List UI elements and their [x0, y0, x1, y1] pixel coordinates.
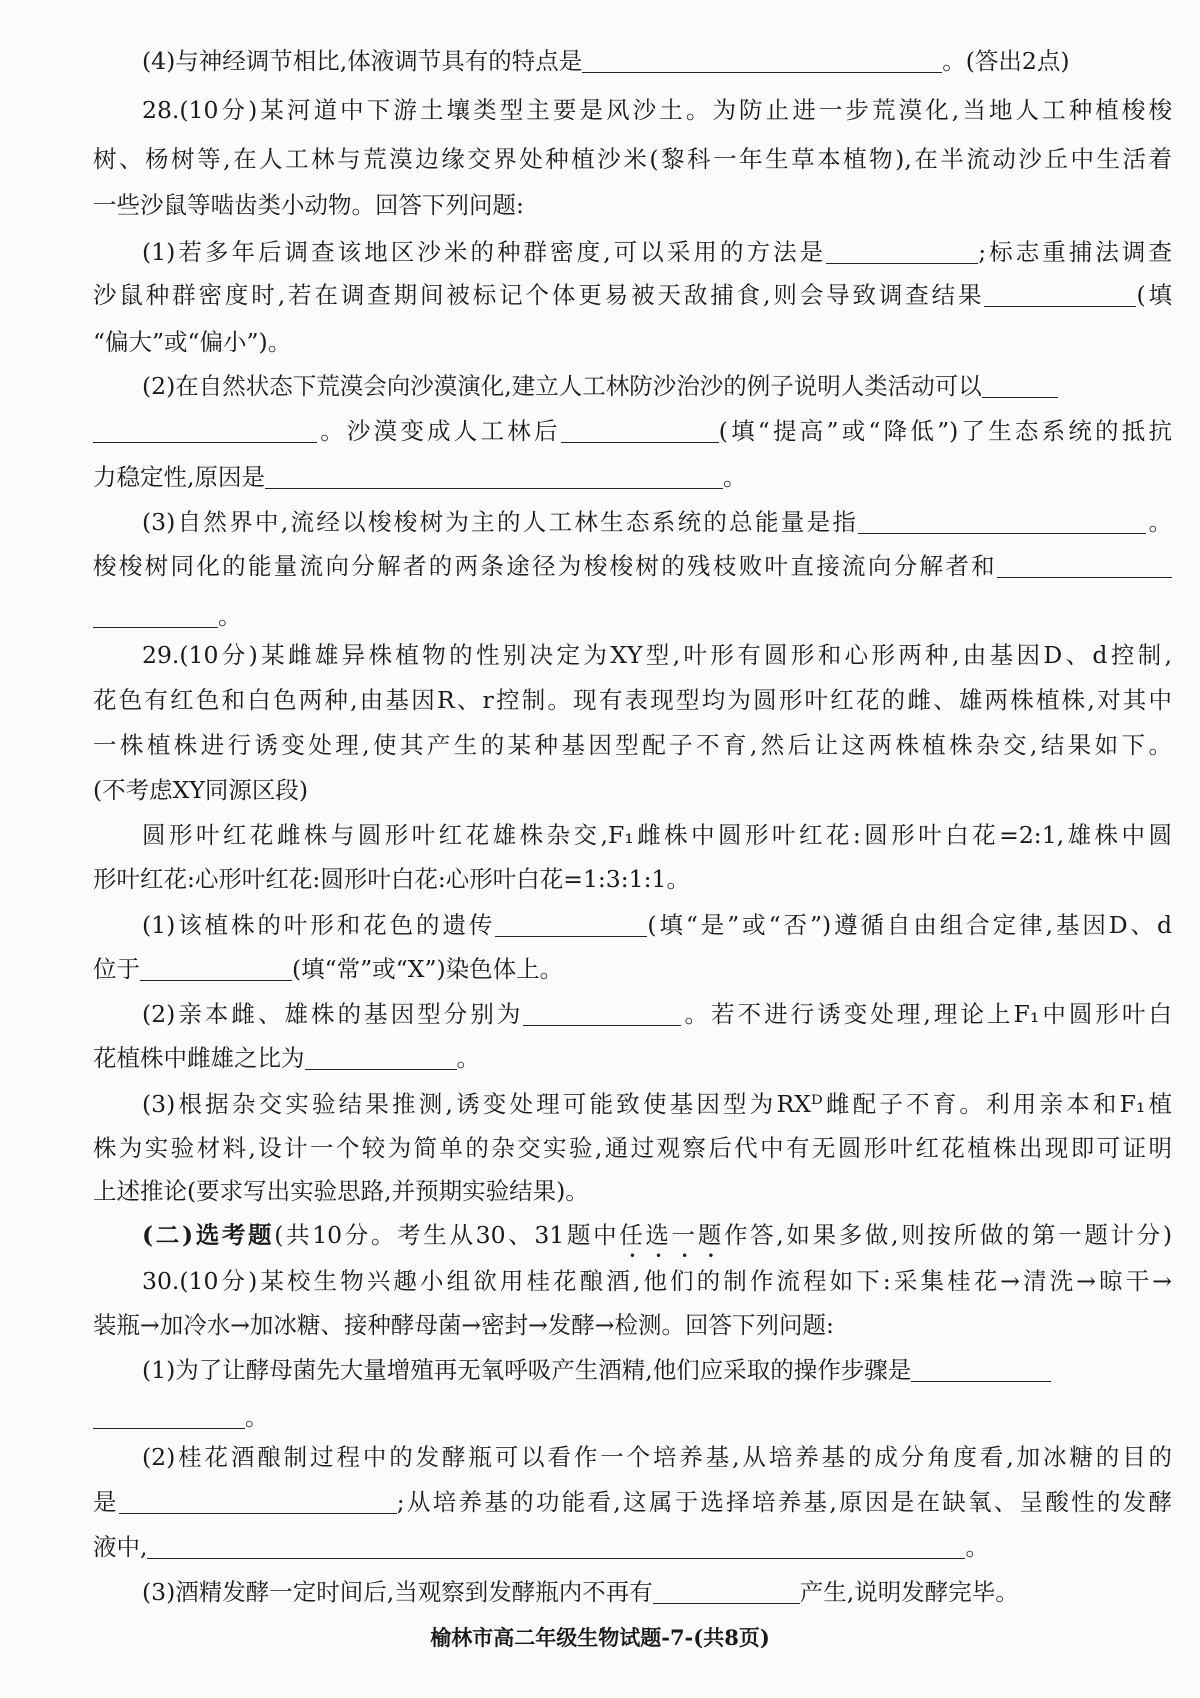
- answer-blank[interactable]: [119, 1491, 397, 1514]
- text-line: [93, 864, 1172, 894]
- line-text: 一些沙鼠等啮齿类小动物。回答下列问题:: [93, 191, 524, 219]
- answer-blank[interactable]: [826, 241, 978, 264]
- line-text: ;标志重捕法调查: [978, 238, 1172, 266]
- text-line: [93, 1043, 1172, 1073]
- line-text: 。: [722, 463, 747, 491]
- line-text: 形叶红花:心形叶红花:圆形叶白花:心形叶白花=1:3:1:1。: [93, 865, 691, 893]
- line-text: 液中,: [93, 1533, 148, 1561]
- line-text: (3)根据杂交实验结果推测,诱变处理可能致使基因型为RXᴰ雌配子不育。利用亲本和F₁植: [142, 1090, 1172, 1118]
- line-text: 28.(10分)某河道中下游土壤类型主要是风沙土。为防止进一步荒漠化,当地人工种植梭梭: [142, 96, 1172, 124]
- line-text: (不考虑XY同源区段): [93, 776, 309, 804]
- line-text: 。若不进行诱变处理,理论上F₁中圆形叶白: [681, 1000, 1172, 1028]
- text-line: [142, 1266, 1172, 1296]
- text-line: [142, 640, 1172, 670]
- line-text: 。: [456, 1044, 480, 1072]
- text-line: [142, 1577, 1172, 1607]
- line-text: 花植株中雌雄之比为: [93, 1044, 305, 1072]
- line-text: 30.(10分)某校生物兴趣小组欲用桂花酿酒,他们的制作流程如下:采集桂花→清洗→晾干→: [142, 1267, 1172, 1295]
- line-text: (2)在自然状态下荒漠会向沙漠演化,建立人工林防沙治沙的例子说明人类活动可以: [142, 372, 982, 400]
- text-line: [93, 1176, 1172, 1206]
- line-text: 。: [245, 1403, 269, 1431]
- line-text: 力稳定性,原因是: [93, 463, 265, 491]
- line-text: (4)与神经调节相比,体液调节具有的特点是: [142, 47, 583, 75]
- line-text: (填: [1136, 281, 1172, 309]
- text-line: [93, 462, 1172, 492]
- line-text: 29.(10分)某雌雄异株植物的性别决定为XY型,叶形有圆形和心形两种,由基因D、d控制,: [142, 641, 1172, 669]
- answer-blank[interactable]: [653, 1581, 800, 1604]
- line-text: (3)酒精发酵一定时间后,当观察到发酵瓶内不再有: [142, 1578, 653, 1606]
- line-text: 作答,如果多做,则按所做的第一题计分): [723, 1221, 1173, 1249]
- answer-blank[interactable]: [147, 1536, 965, 1559]
- text-line: [93, 730, 1172, 760]
- answer-blank[interactable]: [582, 50, 942, 73]
- line-text: ;从培养基的功能看,这属于选择培养基,原因是在缺氧、呈酸性的发酵: [396, 1488, 1173, 1516]
- line-text: 梭梭树同化的能量流向分解者的两条途径为梭梭树的残枝败叶直接流向分解者和: [93, 552, 997, 580]
- text-line: [142, 507, 1172, 537]
- line-text: 一株植株进行诱变处理,使其产生的某种基因型配子不育,然后让这两株植株杂交,结果如下。: [93, 731, 1172, 759]
- line-text: (2)亲本雌、雄株的基因型分别为: [142, 1000, 524, 1028]
- line-text: 位于: [93, 955, 140, 983]
- text-line: [93, 280, 1172, 310]
- line-text: 。: [965, 1533, 989, 1561]
- line-text: 上述推论(要求写出实验思路,并预期实验结果)。: [93, 1177, 589, 1205]
- text-line: [93, 144, 1172, 174]
- line-text: 。: [218, 602, 242, 630]
- answer-blank[interactable]: [561, 420, 719, 443]
- answer-blank[interactable]: [265, 466, 723, 489]
- text-line: [142, 910, 1172, 940]
- line-text: 。: [1146, 508, 1173, 536]
- answer-blank[interactable]: [93, 605, 218, 628]
- line-text: (1)为了让酵母菌先大量增殖再无氧呼吸产生酒精,他们应采取的操作步骤是: [142, 1356, 912, 1384]
- line-text: 。(答出2点): [942, 47, 1070, 75]
- answer-blank[interactable]: [495, 914, 647, 937]
- text-line: [142, 371, 1172, 401]
- answer-blank[interactable]: [997, 555, 1172, 578]
- page-footer: 榆林市高二年级生物试题-7-(共8页): [430, 1625, 770, 1650]
- line-text: (1)该植株的叶形和花色的遗传: [142, 911, 496, 939]
- text-line: [142, 95, 1172, 125]
- text-line: [93, 601, 1172, 631]
- line-text: (共10分。考生从30、31题中: [274, 1221, 620, 1249]
- answer-blank[interactable]: [305, 1047, 457, 1070]
- text-line: [93, 1402, 1172, 1432]
- answer-blank[interactable]: [982, 375, 1058, 398]
- text-line: [93, 1532, 1172, 1562]
- line-text: 树、杨树等,在人工林与荒漠边缘交界处种植沙米(黎科一年生草本植物),在半流动沙丘中生活着: [93, 145, 1172, 173]
- text-line: [93, 1487, 1172, 1517]
- line-text: (填“常”或“X”)染色体上。: [292, 955, 564, 983]
- text-line: [142, 999, 1172, 1029]
- text-line: [93, 954, 1172, 984]
- answer-blank[interactable]: [140, 958, 292, 981]
- line-text: 圆形叶红花雌株与圆形叶红花雄株杂交,F₁雌株中圆形叶红花:圆形叶白花=2:1,雄株中圆: [142, 821, 1172, 849]
- text-line: [93, 1310, 1172, 1340]
- answer-blank[interactable]: [858, 511, 1146, 534]
- text-line: [142, 237, 1172, 267]
- text-line: [142, 1220, 1172, 1250]
- line-text: 。沙漠变成人工林后: [317, 417, 561, 445]
- text-line: [93, 416, 1172, 446]
- line-text: 装瓶→加冷水→加冰糖、接种酵母菌→密封→发酵→检测。回答下列问题:: [93, 1311, 834, 1339]
- text-line: [142, 1089, 1172, 1119]
- text-line: [142, 46, 1172, 76]
- text-line: [93, 327, 1172, 357]
- text-line: [93, 685, 1172, 715]
- emphasized-text: 任选一题: [619, 1221, 724, 1249]
- text-line: [142, 1355, 1172, 1385]
- answer-blank[interactable]: [984, 284, 1136, 307]
- line-text: (2)桂花酒酿制过程中的发酵瓶可以看作一个培养基,从培养基的成分角度看,加冰糖的目的: [142, 1443, 1172, 1471]
- line-text: (3)自然界中,流经以梭梭树为主的人工林生态系统的总能量是指: [142, 508, 859, 536]
- text-line: [93, 775, 1172, 805]
- line-text: (1)若多年后调查该地区沙米的种群密度,可以采用的方法是: [142, 238, 827, 266]
- line-text: (填“是”或“否”)遵循自由组合定律,基因D、d: [647, 911, 1172, 939]
- text-line: [93, 190, 1172, 220]
- line-text: 产生,说明发酵完毕。: [799, 1578, 1019, 1606]
- answer-blank[interactable]: [523, 1003, 681, 1026]
- line-text: (填“提高”或“降低”)了生态系统的抵抗: [718, 417, 1172, 445]
- line-text: “偏大”或“偏小”)。: [93, 328, 292, 356]
- text-line: [93, 551, 1172, 581]
- answer-blank[interactable]: [911, 1359, 1051, 1382]
- section-heading: (二)选考题: [142, 1221, 275, 1249]
- line-text: 是: [93, 1488, 119, 1516]
- text-line: [142, 820, 1172, 850]
- answer-blank[interactable]: [93, 1406, 245, 1429]
- line-text: 沙鼠种群密度时,若在调查期间被标记个体更易被天敌捕食,则会导致调查结果: [93, 281, 985, 309]
- text-line: [142, 1442, 1172, 1472]
- line-text: 花色有红色和白色两种,由基因R、r控制。现有表现型均为圆形叶红花的雌、雄两株植株,对其中: [93, 686, 1172, 714]
- text-line: [93, 1133, 1172, 1163]
- answer-blank[interactable]: [93, 420, 317, 443]
- line-text: 株为实验材料,设计一个较为简单的杂交实验,通过观察后代中有无圆形叶红花植株出现即可证明: [93, 1134, 1172, 1162]
